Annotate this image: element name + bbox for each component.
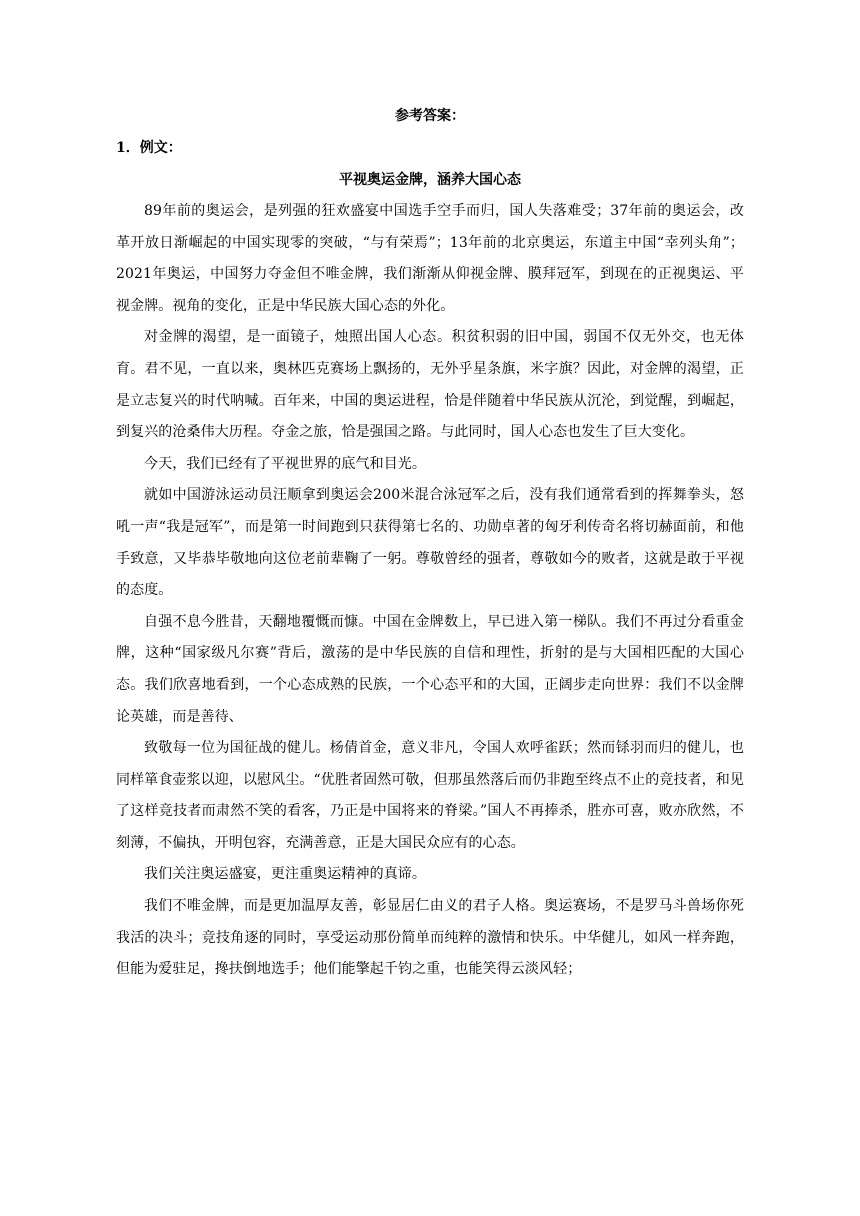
essay-paragraph: 对金牌的渴望，是一面镜子，烛照出国人心态。积贫积弱的旧中国，弱国不仅无外交，也无体育。君不见，一直以来，奥林匹克赛场上飘扬的，无外乎星条旗，米字旗？因此，对金牌的渴望，正是立志复兴的时代呐喊。百年来，中国的奥运进程，恰是伴随着中华民族从沉沦，到觉醒，到崛起，到复兴的沧桑伟大历程。夺金之旅，恰是强国之路。与此同时，国人心态也发生了巨大变化。 — [116, 329, 744, 441]
essay-paragraph: 就如中国游泳运动员汪顺拿到奥运会200米混合泳冠军之后，没有我们通常看到的挥舞拳头，怒吼一声“我是冠军”，而是第一时间跑到只获得第七名的、功勋卓著的匈牙利传奇名将切赫面前，和他手致意，又毕恭毕敬地向这位老前辈鞠了一躬。尊敬曾经的强者，尊敬如今的败者，这就是敢于平视的态度。 — [116, 487, 744, 599]
essay-paragraph: 89年前的奥运会，是列强的狂欢盛宴中国选手空手而归，国人失落难受；37年前的奥运会，改革开放日渐崛起的中国实现零的突破，“与有荣焉”；13年前的北京奥运，东道主中国“幸列头角”；2021年奥运，中国努力夺金但不唯金牌，我们渐渐从仰视金牌、膜拜冠军，到现在的正视奥运、平视金牌。视角的变化，正是中华民族大国心态的外化。 — [116, 203, 744, 314]
item-label: 1．例文： — [116, 140, 182, 156]
essay-paragraph: 致敬每一位为国征战的健儿。杨倩首金，意义非凡，令国人欢呼雀跃；然而铩羽而归的健儿，也同样箪食壶浆以迎，以慰风尘。“优胜者固然可敬，但那虽然落后而仍非跑至终点不止的竞技者，和见了这样竞技者而肃然不笑的看客，乃正是中国将来的脊梁。”国人不再捧杀，胜亦可喜，败亦欣然，不刻薄，不偏执，开明包容，充满善意，正是大国民众应有的心态。 — [116, 740, 744, 851]
essay-paragraph: 我们不唯金牌，而是更加温厚友善，彰显居仁由义的君子人格。奥运赛场，不是罗马斗兽场你死我活的决斗；竞技角逐的同时，享受运动那份简单而纯粹的激情和快乐。中华健儿，如风一样奔跑，但能为爱驻足，搀扶倒地选手；他们能擎起千钧之重，也能笑得云淡风轻； — [116, 898, 744, 978]
essay-paragraph: 自强不息今胜昔，天翻地覆慨而慷。中国在金牌数上，早已进入第一梯队。我们不再过分看重金牌，这种“国家级凡尔赛”背后，激荡的是中华民族的自信和理性，折射的是与大国相匹配的大国心态。我们欣喜地看到，一个心态成熟的民族，一个心态平和的大国，正阔步走向世界：我们不以金牌论英雄，而是善待、 — [116, 613, 744, 725]
essay-paragraph: 我们关注奥运盛宴，更注重奥运精神的真谛。 — [144, 866, 426, 883]
essay-paragraph: 今天，我们已经有了平视世界的底气和目光。 — [144, 455, 426, 472]
essay-title: 平视奥运金牌，涵养大国心态 — [339, 172, 521, 188]
answer-heading: 参考答案： — [395, 108, 465, 124]
document-page — [116, 100, 744, 986]
